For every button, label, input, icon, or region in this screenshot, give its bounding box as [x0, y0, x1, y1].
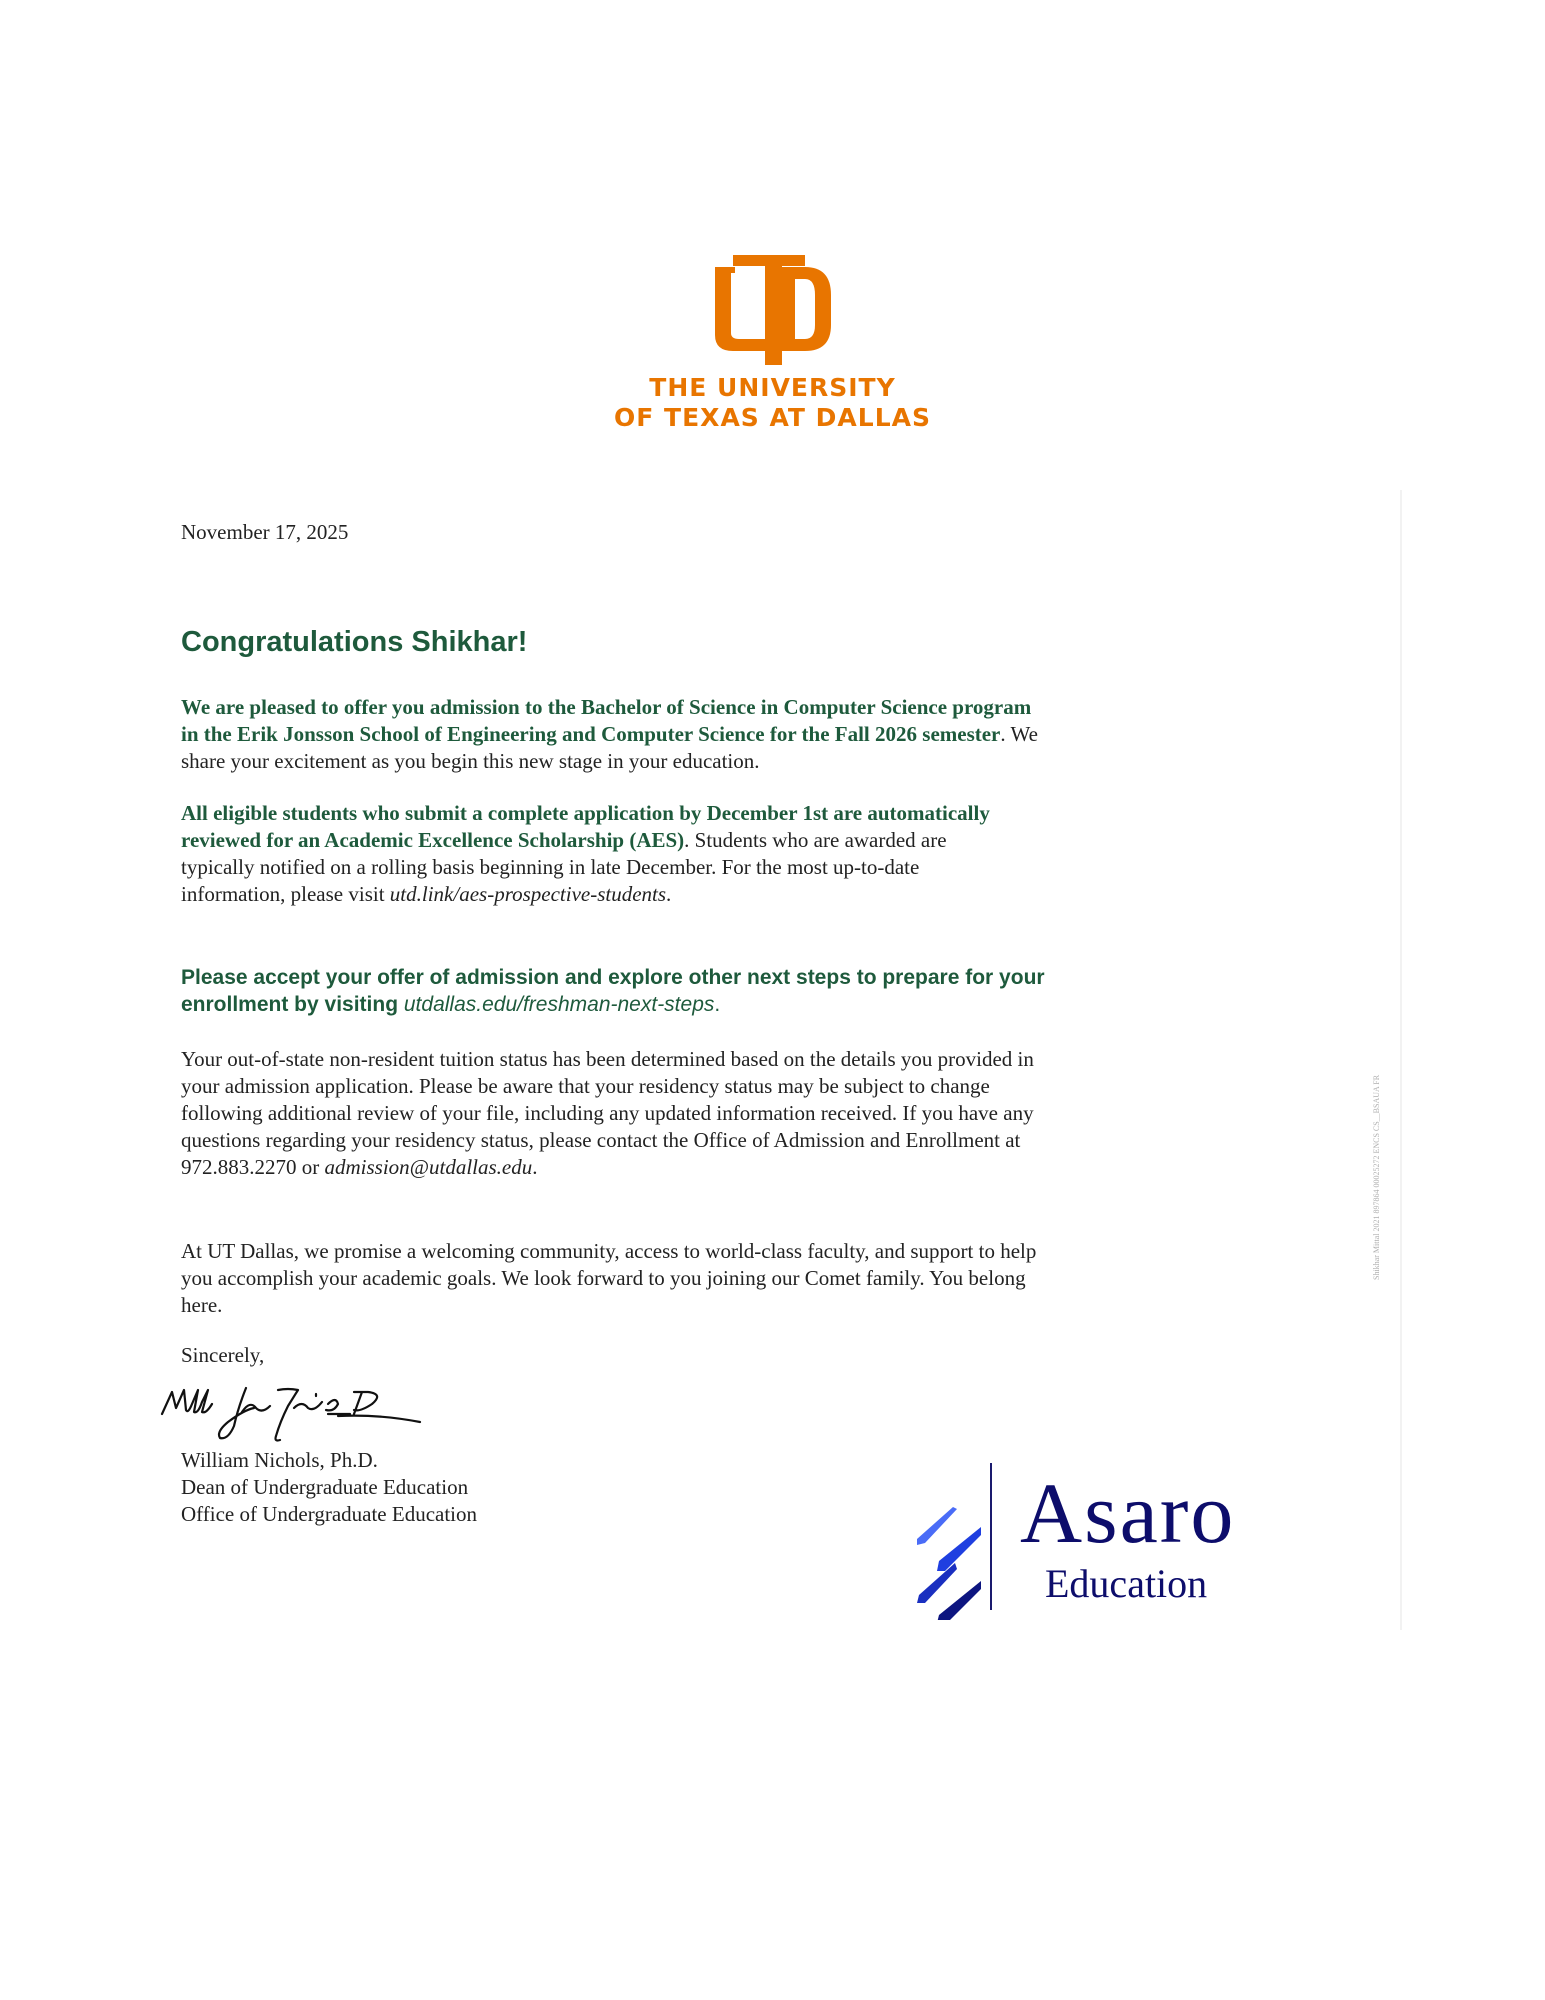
punctuation: .: [714, 993, 721, 1016]
signer-name: William Nichols, Ph.D.: [181, 1448, 378, 1472]
university-name-line1: THE UNIVERSITY: [649, 373, 896, 402]
residency-text: your admission application. Please be aware that your residency status may be subject to change: [181, 1074, 990, 1098]
offer-bold-text: We are pleased to offer you admission to the Bachelor of Science in Computer Science program: [181, 695, 1032, 719]
page-edge-rule: [1400, 490, 1402, 1630]
punctuation: .: [532, 1155, 538, 1179]
offer-bold-text: in the Erik Jonsson School of Engineering and Computer Science for the Fall 2026 semester: [181, 722, 1001, 746]
signature-icon: [158, 1378, 428, 1448]
next-steps-link[interactable]: utdallas.edu/freshman-next-steps: [403, 993, 715, 1016]
scholarship-text: . Students who are awarded are: [684, 828, 947, 852]
welcome-text: here.: [181, 1293, 223, 1317]
asaro-stripes-icon: [915, 1505, 985, 1620]
letter-date: November 17, 2025: [181, 520, 349, 544]
offer-text: . We: [1000, 722, 1038, 746]
signer-block: [181, 1447, 477, 1528]
scholarship-text: information, please visit: [181, 882, 390, 906]
asaro-brand-sub: Education: [1045, 1561, 1208, 1606]
signature-image: [158, 1378, 428, 1453]
margin-reference-code: Shikhar Mittal 2021 897864 00025272 ENCS CS__BSAUA FR: [1372, 1074, 1381, 1280]
offer-text: share your excitement as you begin this new stage in your education.: [181, 749, 760, 773]
scholarship-paragraph: [181, 800, 1201, 908]
residency-text: following additional review of your file, including any updated information received. If you have any: [181, 1101, 1034, 1125]
next-steps-bold-text: Please accept your offer of admission and explore other next steps to prepare for your: [181, 966, 1045, 989]
aes-link[interactable]: utd.link/aes-prospective-students: [389, 882, 667, 906]
asaro-education-logo: [895, 1460, 1295, 1610]
welcome-paragraph: [181, 1238, 1201, 1319]
admission-email-link[interactable]: admission@utdallas.edu: [324, 1155, 533, 1179]
welcome-text: At UT Dallas, we promise a welcoming community, access to world-class faculty, and support to help: [181, 1239, 1037, 1263]
signer-title: Dean of Undergraduate Education: [181, 1475, 469, 1499]
residency-text: Your out-of-state non-resident tuition status has been determined based on the details you provided in: [181, 1047, 1034, 1071]
asaro-brand-name: Asaro: [1020, 1465, 1236, 1561]
university-name-line2: OF TEXAS AT DALLAS: [614, 403, 931, 432]
utd-monogram-icon: [715, 255, 831, 365]
admission-offer-paragraph: [181, 694, 1201, 775]
greeting-heading: Congratulations Shikhar!: [181, 626, 528, 658]
logo-divider: [990, 1463, 992, 1610]
closing-salutation: Sincerely,: [181, 1343, 265, 1367]
welcome-text: you accomplish your academic goals. We look forward to you joining our Comet family. You belong: [181, 1266, 1026, 1290]
scholarship-bold-text: All eligible students who submit a complete application by December 1st are automatically: [181, 801, 990, 825]
residency-paragraph: [181, 1046, 1201, 1181]
next-steps-paragraph: [181, 964, 1201, 1018]
scholarship-text: typically notified on a rolling basis beginning in late December. For the most up-to-date: [181, 855, 920, 879]
next-steps-bold-text: enrollment by visiting: [181, 993, 404, 1016]
punctuation: .: [666, 882, 672, 906]
scholarship-bold-text: reviewed for an Academic Excellence Scholarship (AES): [181, 828, 685, 852]
phone-number: 972.883.2270 or: [181, 1155, 325, 1179]
utd-logo: [0, 255, 1545, 433]
residency-text: questions regarding your residency status, please contact the Office of Admission and Enrollment at: [181, 1128, 1021, 1152]
signer-office: Office of Undergraduate Education: [181, 1502, 478, 1526]
